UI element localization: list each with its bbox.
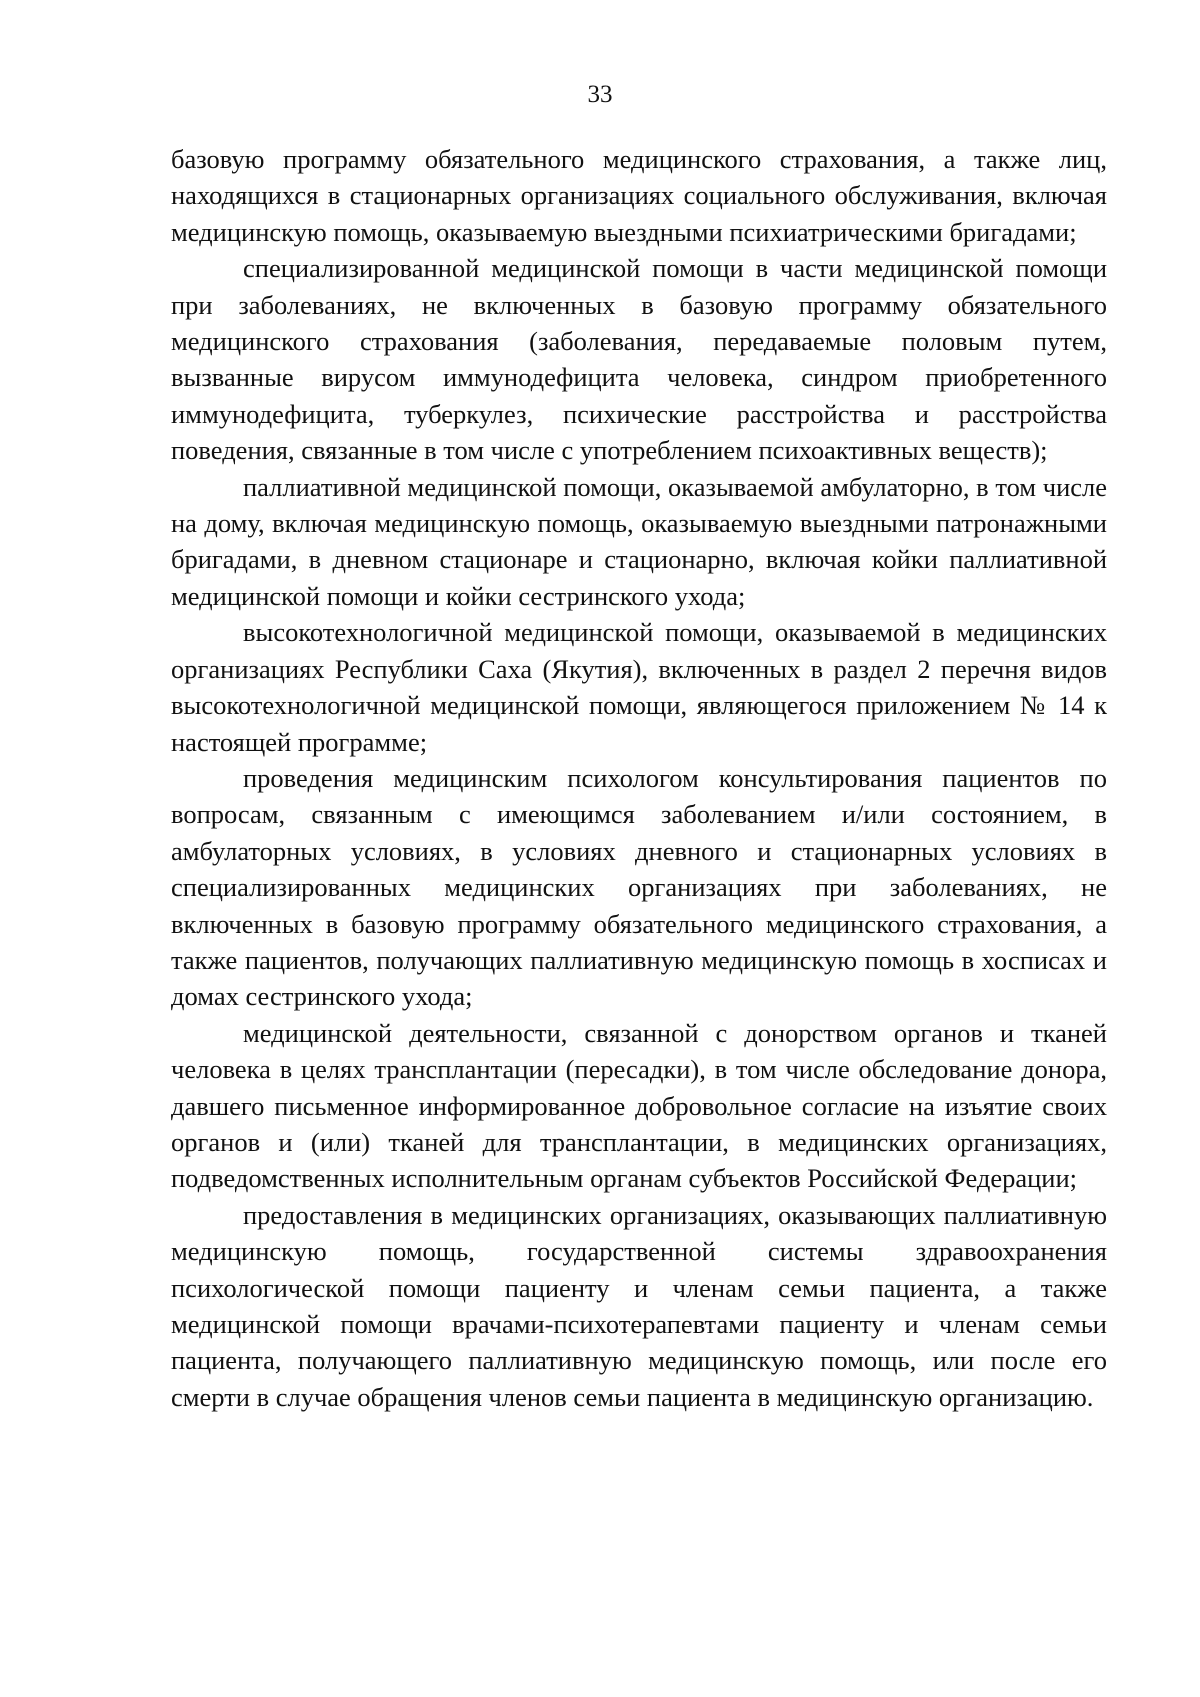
paragraph-4: высокотехнологичной медицинской помощи, оказываемой в медицинских организациях Республики Саха (Якутия), включенных в раздел 2 перечня видов высокотехнологичной медицинской помощи, являющегося приложением № 14 к настоящей программе; bbox=[171, 617, 1107, 757]
paragraph-2: специализированной медицинской помощи в части медицинской помощи при заболеваниях, не включенных в базовую программу обязательного медицинского страхования (заболевания, передаваемые половым путем, вызванные вирусом иммунодефицита человека, синдром приобретенного иммунодефицита, туберкулез, психические расстройства и расстройства поведения, связанные в том числе с употреблением психоактивных веществ); bbox=[171, 253, 1107, 466]
paragraph-3: паллиативной медицинской помощи, оказываемой амбулаторно, в том числе на дому, включая медицинскую помощь, оказываемую выездными патронажными бригадами, в дневном стационаре и стационарно, включая койки паллиативной медицинской помощи и койки сестринского ухода; bbox=[171, 471, 1107, 611]
paragraph-1: базовую программу обязательного медицинского страхования, а также лиц, находящихся в стационарных организациях социального обслуживания, включая медицинскую помощь, оказываемую выездными психиатрическими бригадами; bbox=[171, 144, 1107, 247]
paragraph-7: предоставления в медицинских организациях, оказывающих паллиативную медицинскую помощь, государственной системы здравоохранения психологической помощи пациенту и членам семьи пациента, а также медицинской помощи врачами-психотерапевтами пациенту и членам семьи пациента, получающего паллиативную медицинскую помощь, или после его смерти в случае обращения членов семьи пациента в медицинскую организацию. bbox=[171, 1199, 1107, 1412]
paragraph-5: проведения медицинским психологом консультирования пациентов по вопросам, связанным с имеющимся заболеванием и/или состоянием, в амбулаторных условиях, в условиях дневного и стационарных условиях в специализированных медицинских организациях при заболеваниях, не включенных в базовую программу обязательного медицинского страхования, а также пациентов, получающих паллиативную медицинскую помощь в хосписах и домах сестринского ухода; bbox=[171, 762, 1107, 1012]
document-body bbox=[171, 141, 1107, 1415]
paragraph-6: медицинской деятельности, связанной с донорством органов и тканей человека в целях трансплантации (пересадки), в том числе обследование донора, давшего письменное информированное добровольное согласие на изъятие своих органов и (или) тканей для трансплантации, в медицинских организациях, подведомственных исполнительным органам субъектов Российской Федерации; bbox=[171, 1017, 1107, 1194]
page-number: 33 bbox=[587, 81, 613, 108]
